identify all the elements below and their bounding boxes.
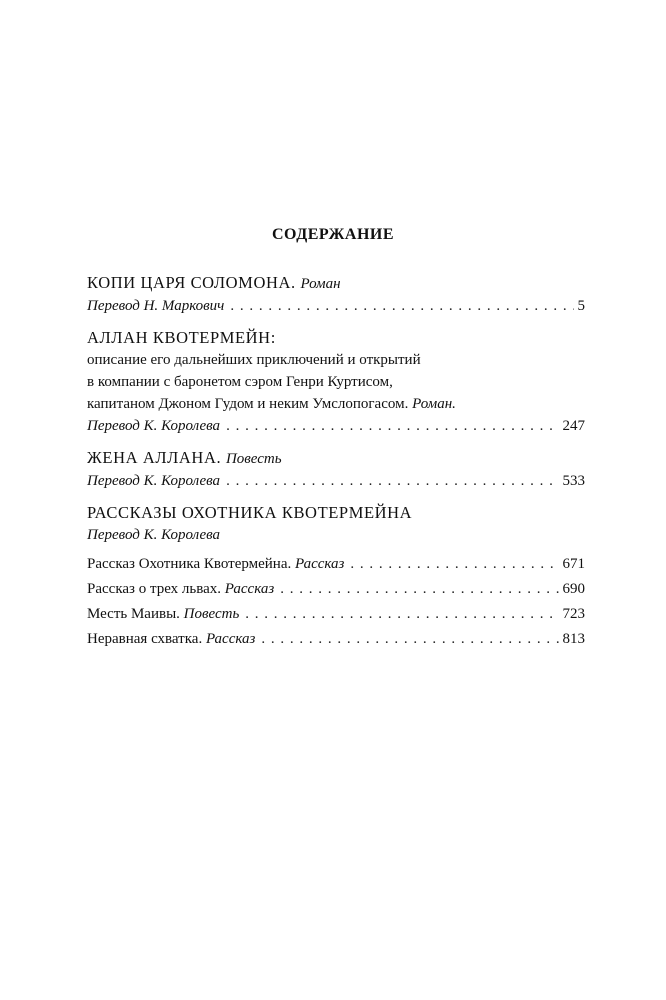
page-number: 533 — [562, 473, 585, 489]
dot-leader — [226, 415, 558, 437]
entry-description: в компании с баронетом сэром Генри Куртисом, — [87, 374, 393, 390]
story-genre: Рассказ — [205, 631, 256, 647]
page-number: 247 — [562, 418, 585, 434]
toc-entry — [87, 272, 585, 317]
dot-leader — [245, 602, 558, 627]
entry-translator: Перевод К. Королева — [87, 527, 221, 543]
dot-leader — [230, 295, 573, 317]
entry-title: РАССКАЗЫ ОХОТНИКА КВОТЕРМЕЙНА — [87, 503, 413, 522]
dot-leader — [226, 470, 558, 492]
entry-genre: Роман — [300, 276, 341, 292]
story-line — [87, 602, 585, 627]
entry-translator: Перевод К. Королева — [87, 473, 221, 489]
story-title-group — [87, 627, 255, 652]
toc-entry — [87, 502, 585, 652]
entry-description: описание его дальнейших приключений и открытий — [87, 352, 421, 368]
story-title: Месть Маивы. — [87, 606, 180, 622]
entry-description-line — [87, 393, 585, 415]
entry-title-line — [87, 272, 585, 295]
entry-title: КОПИ ЦАРЯ СОЛОМОНА. — [87, 273, 296, 292]
story-genre: Повесть — [183, 606, 240, 622]
entry-translator: Перевод Н. Маркович — [87, 298, 225, 314]
toc-line — [87, 295, 585, 317]
story-line — [87, 627, 585, 652]
story-title: Рассказ Охотника Квотермейна. — [87, 556, 292, 572]
story-title-group — [87, 552, 344, 577]
entry-translator: Перевод К. Королева — [87, 418, 221, 434]
page-number: 813 — [562, 631, 585, 647]
story-list — [87, 552, 585, 652]
story-genre: Рассказ — [295, 556, 345, 572]
entry-title: ЖЕНА АЛЛАНА. — [87, 448, 222, 467]
toc-entry — [87, 447, 585, 492]
dot-leader — [350, 552, 558, 577]
story-line — [87, 552, 585, 577]
toc-line — [87, 470, 585, 492]
entry-title-line — [87, 447, 585, 470]
dot-leader — [261, 627, 558, 652]
story-title: Рассказ о трех львах. — [87, 581, 222, 597]
entry-title: АЛЛАН КВОТЕРМЕЙН: — [87, 328, 276, 347]
table-of-contents — [87, 272, 585, 662]
story-title-group — [87, 602, 239, 627]
toc-heading: СОДЕРЖАНИЕ — [271, 226, 395, 243]
toc-line — [87, 415, 585, 437]
toc-entry — [87, 327, 585, 437]
story-title: Неравная схватка. — [87, 631, 203, 647]
story-line — [87, 577, 585, 602]
page-number: 690 — [562, 581, 585, 597]
page-number: 723 — [562, 606, 585, 622]
page-number: 5 — [577, 298, 585, 314]
entry-genre: Роман. — [412, 396, 456, 412]
entry-genre: Повесть — [225, 451, 282, 467]
page-number: 671 — [562, 556, 585, 572]
story-title-group — [87, 577, 274, 602]
entry-description: капитаном Джоном Гудом и неким Умслопогасом. — [87, 396, 409, 412]
dot-leader — [280, 577, 558, 602]
story-genre: Рассказ — [224, 581, 275, 597]
